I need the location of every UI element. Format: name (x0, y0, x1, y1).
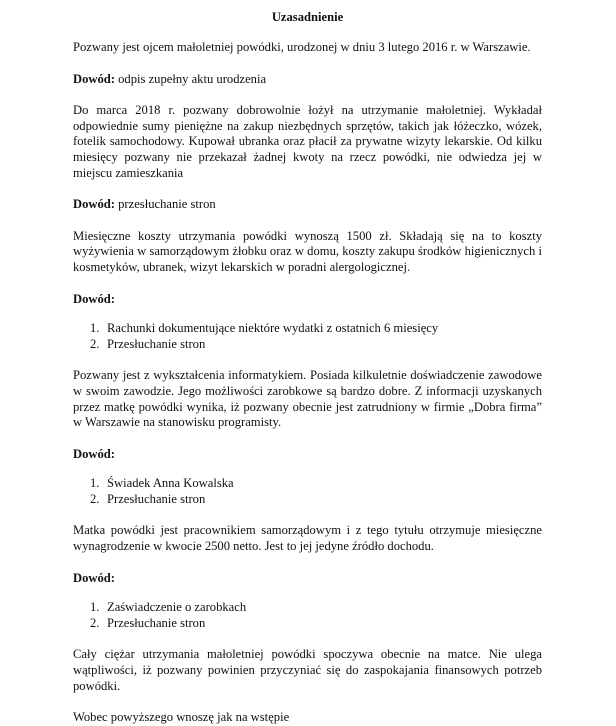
list-item (73, 616, 542, 632)
paragraph-mother-income: Matka powódki jest pracownikiem samorządowym i z tego tytułu otrzymuje miesięczne wynagrodzenie w kwocie 2500 netto. Jest to jej jedyne źródło dochodu. (73, 523, 542, 554)
evidence-text: przesłuchanie stron (114, 197, 216, 212)
evidence-label: Dowód: (73, 71, 115, 86)
evidence-heading-1 (73, 292, 542, 308)
list-item-number: 2. (90, 615, 100, 630)
evidence-line-birth-certificate (73, 72, 542, 88)
list-item-number: 2. (90, 491, 100, 506)
list-item-text: Przesłuchanie stron (107, 491, 206, 506)
evidence-list-costs (73, 321, 542, 352)
list-item-number: 1. (90, 600, 100, 615)
evidence-list-defendant (73, 476, 542, 507)
list-item-text: Świadek Anna Kowalska (107, 476, 234, 491)
list-item (73, 476, 542, 492)
list-item (73, 600, 542, 616)
list-item-text: Zaświadczenie o zarobkach (107, 600, 247, 615)
evidence-label: Dowód: (73, 197, 115, 212)
list-item-number: 2. (90, 336, 100, 351)
evidence-label: Dowód: (73, 570, 115, 585)
paragraph-past-support: Do marca 2018 r. pozwany dobrowolnie łożył na utrzymanie małoletniej. Wykładał odpowiednie sumy pieniężne na zakup niezbędnych sprzętów, takich jak łóżeczko, wózek, fotelik samochodowy. Kupował ubranka oraz płacił za prywatne wizyty lekarskie. Od kilku miesięcy pozwany nie przekazał żadnej kwoty na rzecz powódki, nie odwiedza jej w miejscu zamieszkania (73, 103, 542, 180)
list-item-number: 1. (90, 321, 100, 336)
evidence-label: Dowód: (73, 446, 115, 461)
list-item (73, 492, 542, 508)
list-item-text: Rachunki dokumentujące niektóre wydatki z ostatnich 6 miesięcy (107, 321, 439, 336)
evidence-heading-3 (73, 571, 542, 587)
paragraph-conclusion: Wobec powyższego wnoszę jak na wstępie (73, 710, 290, 725)
list-item (73, 337, 542, 353)
list-item (73, 321, 542, 337)
evidence-text: odpis zupełny aktu urodzenia (114, 71, 267, 86)
paragraph-parentage: Pozwany jest ojcem małoletniej powódki, urodzonej w dniu 3 lutego 2016 r. w Warszawie. (73, 40, 531, 54)
paragraph-burden: Cały ciężar utrzymania małoletniej powódki spoczywa obecnie na matce. Nie ulega wątpliwości, iż pozwany powinien przyczyniać się do zaspokajania finansowych potrzeb powódki. (73, 647, 542, 693)
paragraph-defendant-income: Pozwany jest z wykształcenia informatykiem. Posiada kilkuletnie doświadczenie zawodowe w swoim zawodzie. Jego możliwości zarobkowe są bardzo dobre. Z informacji uzyskanych przez matkę powódki wynika, iż pozwany obecnie jest zatrudniony w firmie „Dobra firma” w Warszawie na stanowisku programisty. (73, 368, 542, 430)
list-item-number: 1. (90, 476, 100, 491)
paragraph-monthly-costs: Miesięczne koszty utrzymania powódki wynoszą 1500 zł. Składają się na to koszty wyżywienia w samorządowym żłobku oraz w domu, koszty zakupu środków higienicznych i kosmetyków, ubranek, wizyt lekarskich w poradni alergologicznej. (73, 228, 542, 274)
list-item-text: Przesłuchanie stron (107, 336, 206, 351)
evidence-label: Dowód: (73, 291, 115, 306)
evidence-heading-2 (73, 447, 542, 463)
document-title: Uzasadnienie (271, 10, 344, 24)
evidence-line-hearing (73, 197, 542, 213)
evidence-list-mother (73, 600, 542, 631)
list-item-text: Przesłuchanie stron (107, 615, 206, 630)
